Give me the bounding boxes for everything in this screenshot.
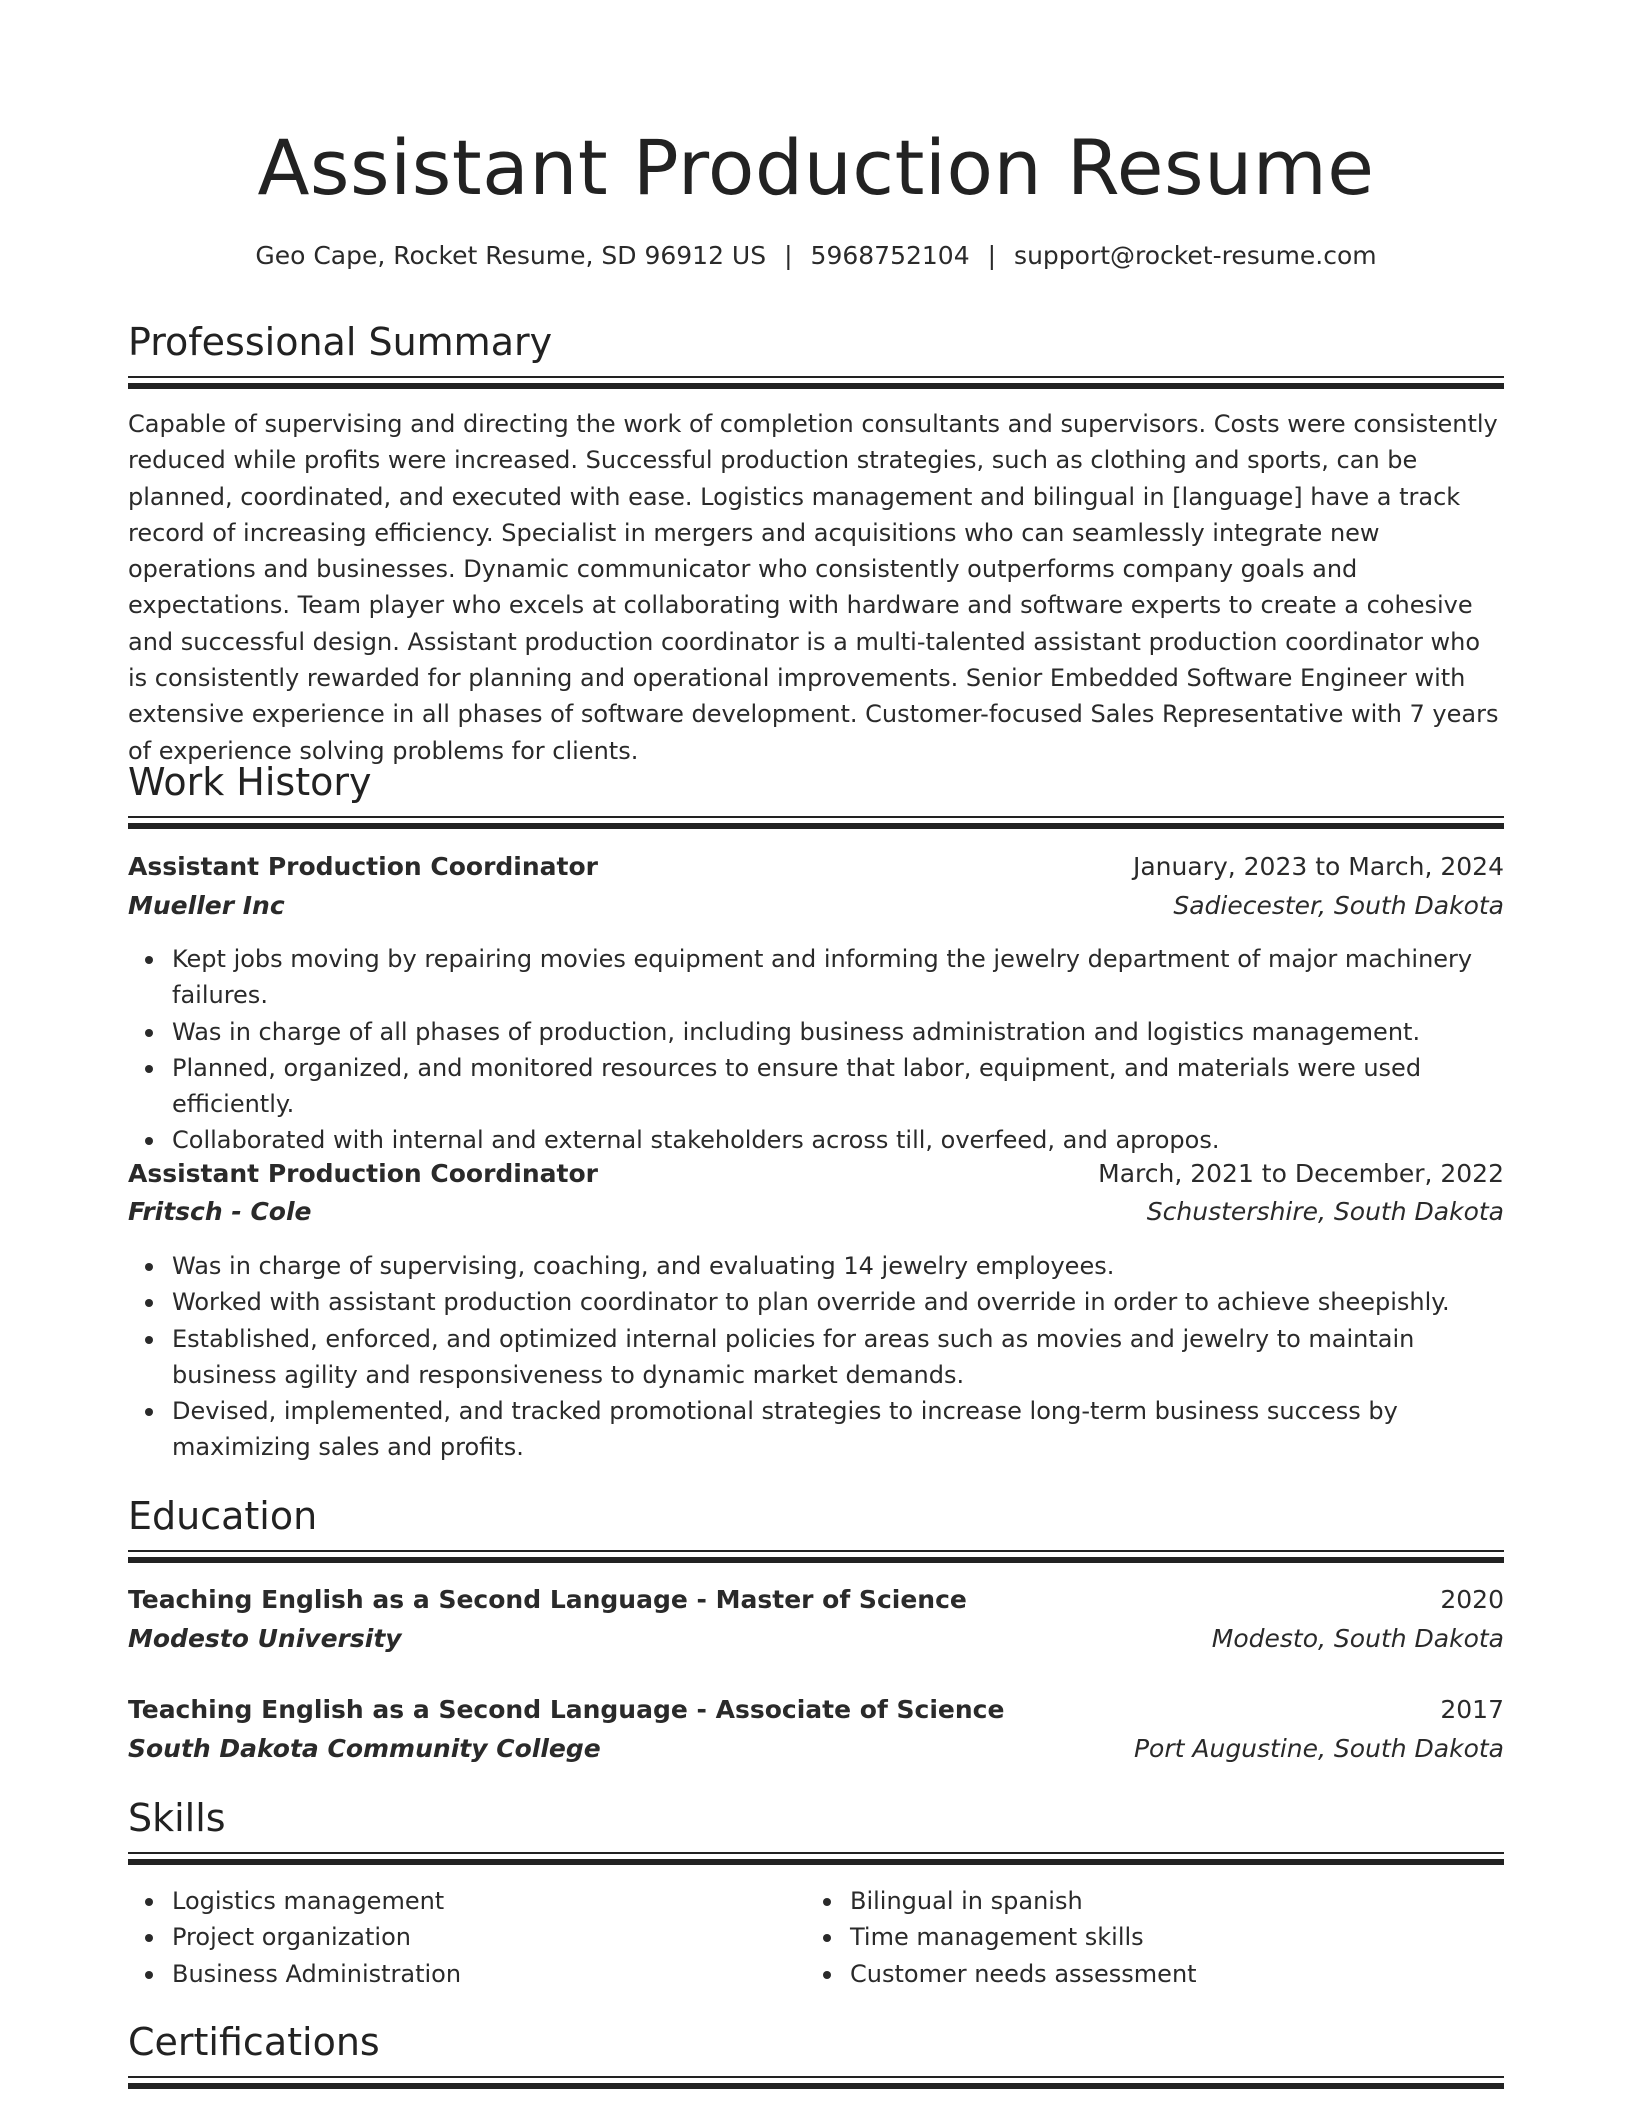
contact-separator: | bbox=[987, 241, 997, 270]
list-item: Project organization bbox=[172, 1919, 768, 1955]
list-item: Logistics management bbox=[172, 1883, 768, 1919]
education-school: Modesto University bbox=[128, 1624, 402, 1653]
list-item: Established, enforced, and optimized internal policies for areas such as movies and jewelry to maintain business agility and responsiveness to dynamic market demands. bbox=[172, 1321, 1504, 1394]
work-history-heading: Work History bbox=[128, 760, 372, 804]
list-item: Was in charge of supervising, coaching, and evaluating 14 jewelry employees. bbox=[172, 1248, 1504, 1284]
list-item: Was in charge of all phases of production, including business administration and logistics management. bbox=[172, 1014, 1504, 1050]
job-bullets bbox=[128, 941, 1504, 1159]
certifications-heading: Certifications bbox=[128, 2020, 380, 2064]
job-subheader bbox=[128, 888, 1504, 928]
list-item: Time management skills bbox=[850, 1919, 1446, 1955]
contact-line bbox=[128, 238, 1504, 274]
summary-heading: Professional Summary bbox=[128, 320, 553, 364]
list-item: Business Administration bbox=[172, 1956, 768, 1992]
education-header bbox=[128, 1692, 1504, 1732]
education-subheader bbox=[128, 1731, 1504, 1771]
job-header bbox=[128, 1156, 1504, 1196]
summary-text: Capable of supervising and directing the work of completion consultants and supervisors. Costs were consistently reduced while profits were increased. Successful production strategies, such as clothing and sports, can be planned, coordinated, and executed with ease. Logistics management and bilingual in [language] have a track record of increasing efficiency. Specialist in mergers and acquisitions who can seamlessly integrate new operations and businesses. Dynamic communicator who consistently outperforms company goals and expectations. Team player who excels at collaborating with hardware and software experts to create a cohesive and successful design. Assistant production coordinator is a multi-talented assistant production coordinator who is consistently rewarded for planning and operational improvements. Senior Embedded Software Engineer with extensive experience in all phases of software development. Customer-focused Sales Representative with 7 years of experience solving problems for clients. bbox=[128, 410, 1499, 765]
job-location: Schustershire, South Dakota bbox=[1146, 1197, 1504, 1226]
education-school: South Dakota Community College bbox=[128, 1734, 601, 1763]
contact-separator: | bbox=[784, 241, 793, 270]
job-location: Sadiecester, South Dakota bbox=[1173, 891, 1504, 920]
section-divider bbox=[128, 2076, 1504, 2090]
list-item: Customer needs assessment bbox=[850, 1956, 1446, 1992]
education-degree: Teaching English as a Second Language - Associate of Science bbox=[128, 1695, 1005, 1724]
job-header bbox=[128, 849, 1504, 889]
education-header bbox=[128, 1582, 1504, 1622]
list-item: Planned, organized, and monitored resources to ensure that labor, equipment, and materials were used efficiently. bbox=[172, 1050, 1504, 1123]
job-company: Fritsch - Cole bbox=[128, 1197, 312, 1226]
contact-address: Geo Cape, Rocket Resume, SD 96912 US bbox=[255, 241, 767, 270]
education-degree: Teaching English as a Second Language - Master of Science bbox=[128, 1585, 967, 1614]
list-item: Worked with assistant production coordinator to plan override and override in order to achieve sheepishly. bbox=[172, 1284, 1504, 1320]
contact-phone: 5968752104 bbox=[810, 241, 970, 270]
education-subheader bbox=[128, 1621, 1504, 1661]
list-item: Bilingual in spanish bbox=[850, 1883, 1446, 1919]
list-item: Collaborated with internal and external stakeholders across till, overfeed, and apropos. bbox=[172, 1122, 1504, 1158]
education-year: 2020 bbox=[1440, 1585, 1504, 1614]
job-dates: January, 2023 to March, 2024 bbox=[1132, 852, 1504, 881]
skills-heading: Skills bbox=[128, 1796, 226, 1840]
section-divider bbox=[128, 1852, 1504, 1866]
contact-email: support@rocket-resume.com bbox=[1014, 241, 1377, 270]
list-item: Kept jobs moving by repairing movies equipment and informing the jewelry department of major machinery failures. bbox=[172, 941, 1504, 1014]
job-subheader bbox=[128, 1194, 1504, 1234]
skills-list-left bbox=[128, 1883, 768, 1992]
section-divider bbox=[128, 816, 1504, 830]
job-company: Mueller Inc bbox=[128, 891, 285, 920]
job-dates: March, 2021 to December, 2022 bbox=[1098, 1159, 1504, 1188]
job-title: Assistant Production Coordinator bbox=[128, 1159, 598, 1188]
education-year: 2017 bbox=[1440, 1695, 1504, 1724]
education-location: Port Augustine, South Dakota bbox=[1133, 1734, 1504, 1763]
job-bullets bbox=[128, 1248, 1504, 1466]
education-heading: Education bbox=[128, 1494, 318, 1538]
education-location: Modesto, South Dakota bbox=[1211, 1624, 1504, 1653]
skills-list-right bbox=[806, 1883, 1446, 1992]
page-title: Assistant Production Resume bbox=[257, 123, 1375, 212]
section-divider bbox=[128, 1550, 1504, 1564]
list-item: Devised, implemented, and tracked promotional strategies to increase long-term business success by maximizing sales and profits. bbox=[172, 1393, 1504, 1466]
section-divider bbox=[128, 376, 1504, 390]
job-title: Assistant Production Coordinator bbox=[128, 852, 598, 881]
